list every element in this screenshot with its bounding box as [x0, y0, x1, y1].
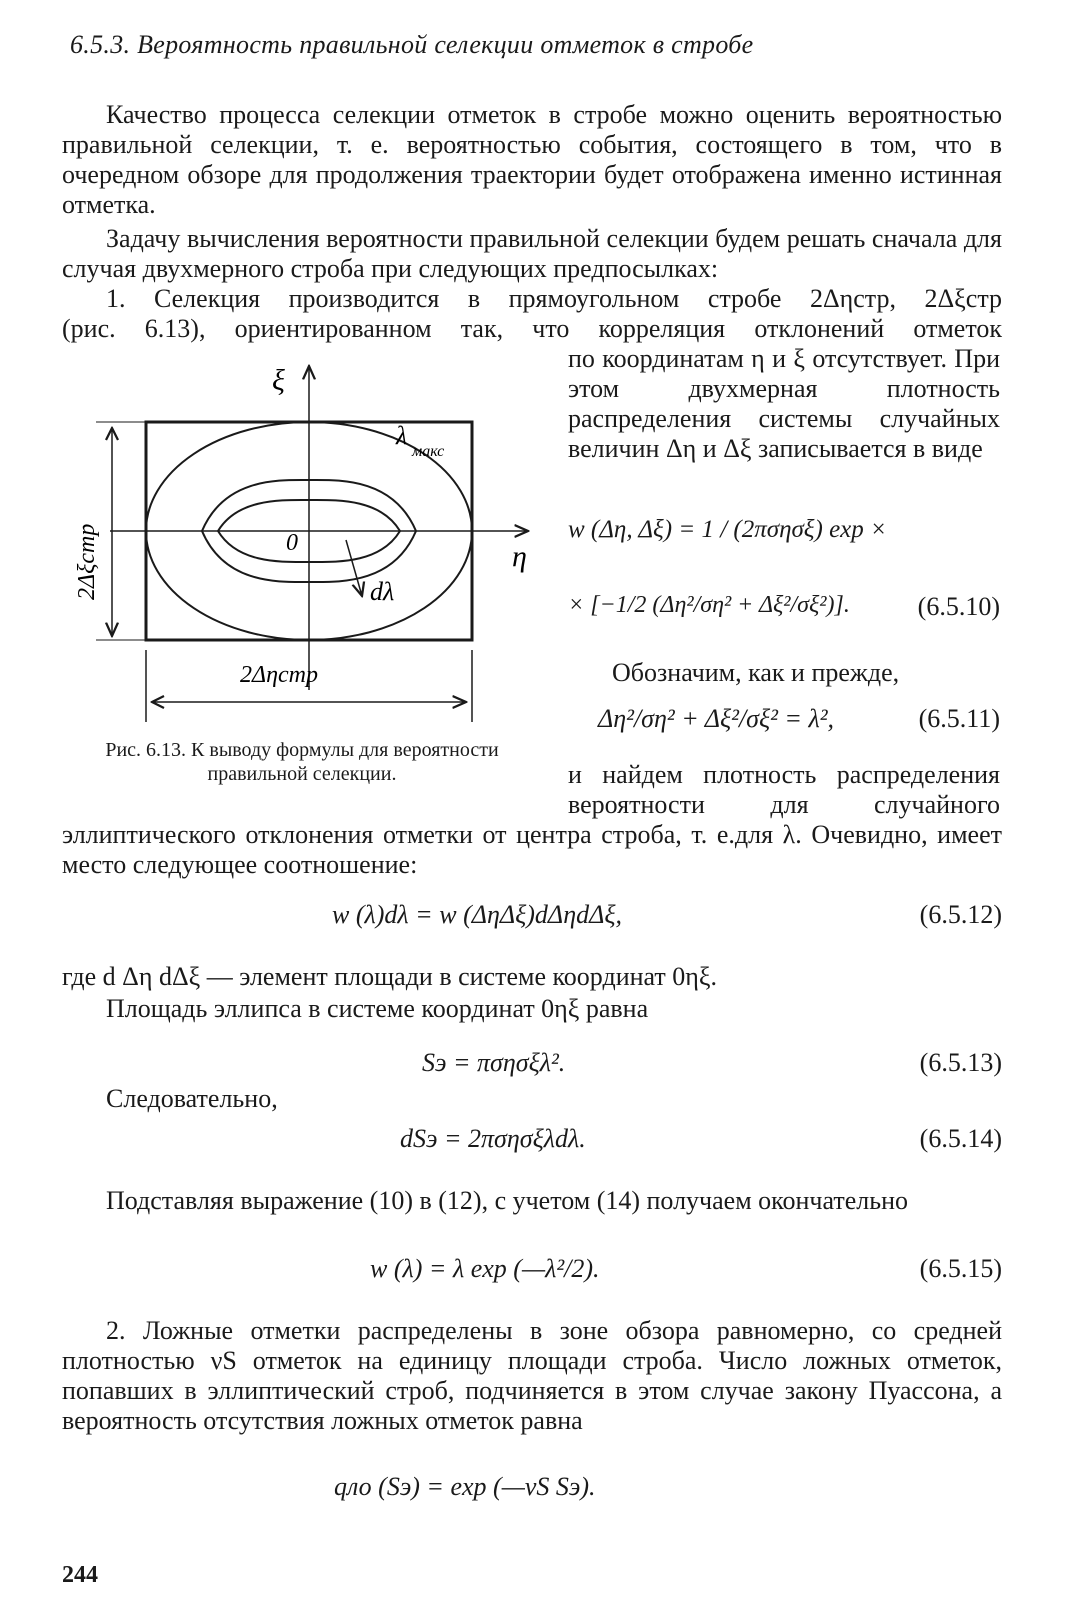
- equation-10-line-1: w (Δη, Δξ) = 1 / (2πσησξ) exp ×: [568, 516, 887, 543]
- equation-14: dSэ = 2πσησξλdλ. (6.5.14): [400, 1124, 1002, 1153]
- label-width: 2Δηстр: [240, 662, 318, 688]
- paragraph-4-right-a: Обозначим, как и прежде,: [612, 658, 900, 687]
- equation-15: w (λ) = λ exp (—λ²/2). (6.5.15): [370, 1254, 1002, 1283]
- paragraph-4: эллиптического отклонения отметки от центра строба, т. е.для λ. Очевидно, имеет место следующее соотношение:: [62, 820, 1002, 879]
- page-number: 244: [62, 1562, 98, 1588]
- paragraph-3-line-2: (рис. 6.13), ориентированном так, что корреляция отклонений отметок: [62, 314, 1002, 343]
- paragraph-6: Площадь эллипса в системе координат 0ηξ равна: [106, 994, 649, 1023]
- label-eta: η: [512, 540, 527, 573]
- paragraph-8: Подставляя выражение (10) в (12), с учетом (14) получаем окончательно: [106, 1186, 908, 1215]
- equation-12: w (λ)dλ = w (ΔηΔξ)dΔηdΔξ, (6.5.12): [332, 900, 1002, 929]
- label-lambda-max: λ: [396, 421, 408, 450]
- paragraph-7: Следовательно,: [106, 1084, 278, 1113]
- label-origin: 0: [286, 530, 298, 556]
- equation-10-line-2: × [−1/2 (Δη²/ση² + Δξ²/σξ²)]. (6.5.10): [568, 592, 1000, 621]
- figure-caption: Рис. 6.13. К выводу формулы для вероятности правильной селекции.: [105, 739, 499, 785]
- label-dlambda: dλ: [370, 577, 395, 606]
- equation-11: Δη²/ση² + Δξ²/σξ² = λ², (6.5.11): [598, 704, 1000, 733]
- label-height: 2Δξстр: [74, 523, 100, 600]
- paragraph-9: 2. Ложные отметки распределены в зоне обзора равномерно, со средней плотностью νS отметок на единицу площади строба. Число ложных отметок, попавших в эллиптический строб, подчиняется в этом случае закону Пуассона, а вероятность отсутствия ложных отметок равна: [62, 1316, 1002, 1435]
- label-xi: ξ: [272, 364, 285, 397]
- equation-13: Sэ = πσησξλ². (6.5.13): [422, 1048, 1002, 1077]
- label-lambda-max-sub: макс: [412, 443, 445, 460]
- paragraph-2: Задачу вычисления вероятности правильной селекции будем решать сначала для случая двухмерного строба при следующих предпосылках:: [62, 224, 1002, 283]
- paragraph-5: где d Δη dΔξ — элемент площади в системе координат 0ηξ.: [62, 962, 717, 991]
- section-title: 6.5.3. Вероятность правильной селекции отметок в стробе: [70, 30, 754, 59]
- equation-16: qло (Sэ) = exp (—νS Sэ).: [334, 1472, 596, 1501]
- paragraph-1: Качество процесса селекции отметок в стробе можно оценить вероятностью правильной селекции, т. е. вероятностью события, состоящего в том, что в очередном обзоре для продолжения траектории будет отображена именно истинная отметка.: [62, 100, 1002, 219]
- paragraph-4-right-b: и найдем плотность распределения вероятности для случайного: [568, 760, 1000, 819]
- figure-6-13: [50, 360, 550, 730]
- paragraph-3-line-1: 1. Селекция производится в прямоугольном стробе 2Δηстр, 2Δξстр: [106, 284, 1002, 313]
- paragraph-3-right: по координатам η и ξ отсутствует. При этом двухмерная плотность распределения системы случайных величин Δη и Δξ записывается в виде: [568, 344, 1000, 463]
